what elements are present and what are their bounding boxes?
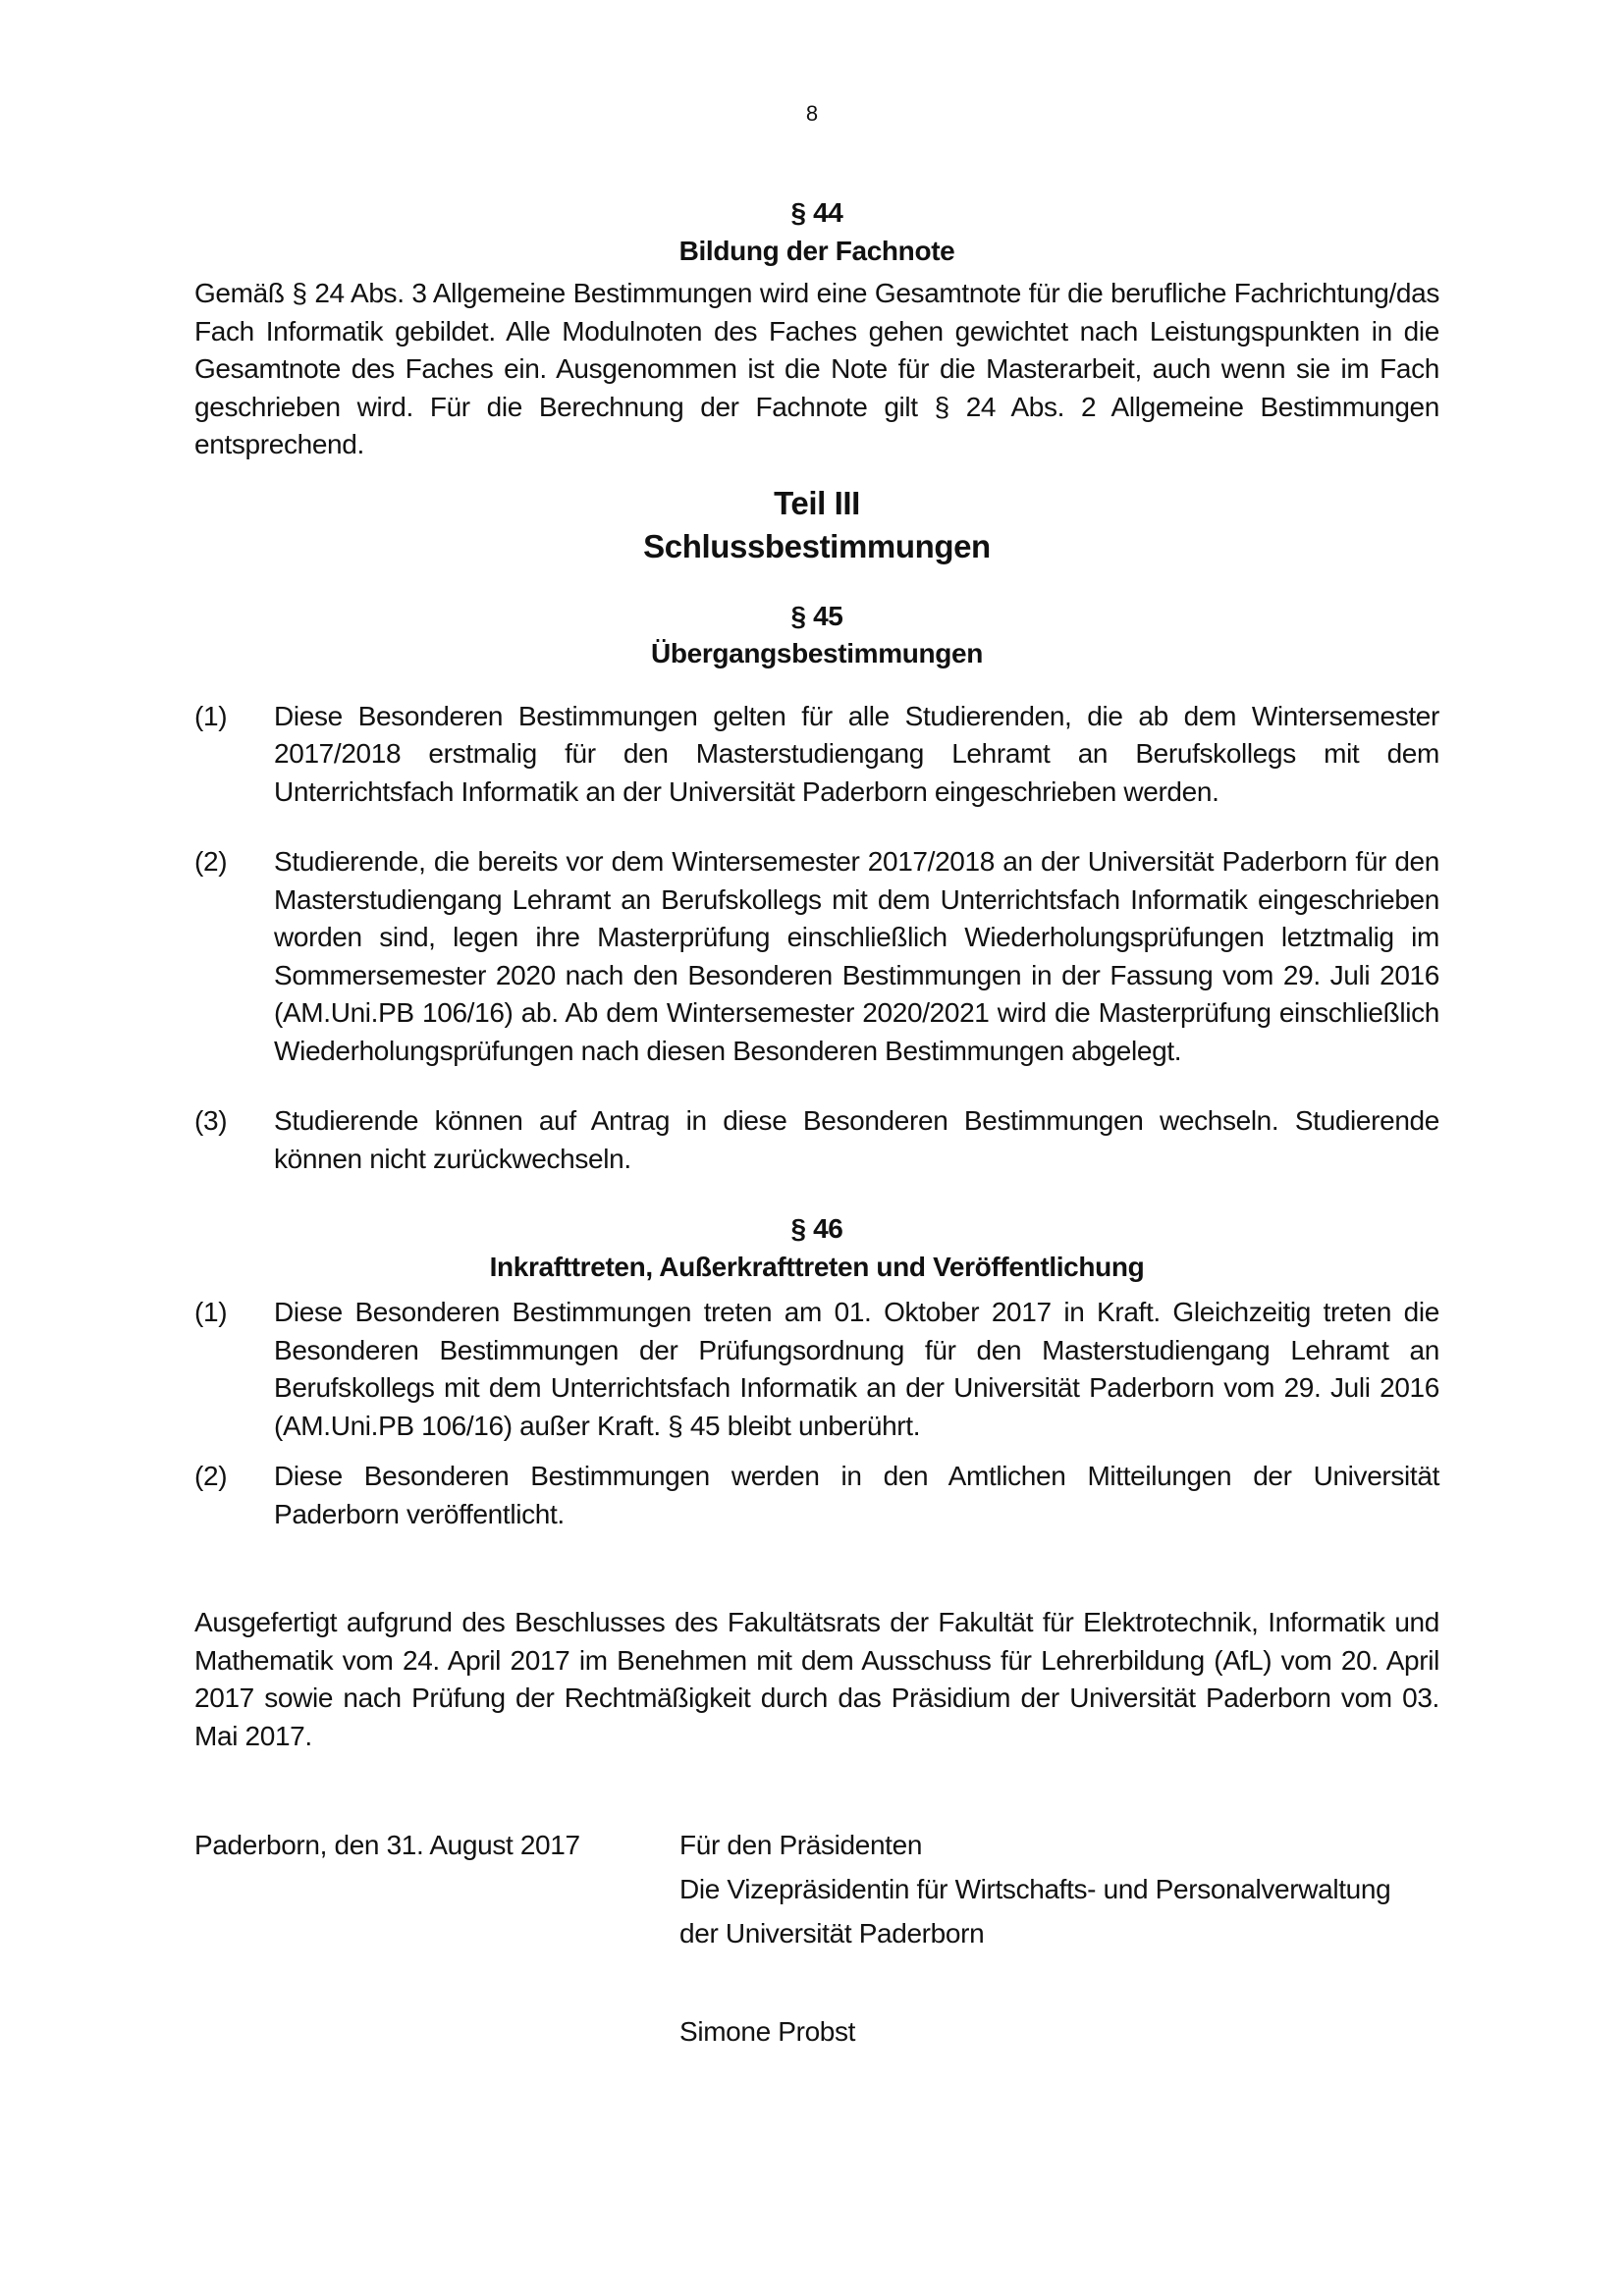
section-45-item	[194, 843, 1439, 1070]
section-45-title: Übergangsbestimmungen	[650, 638, 984, 668]
signatory-line-1: Für den Präsidenten	[679, 1830, 923, 1860]
section-45-number: § 45	[790, 600, 843, 631]
section-45-item	[194, 1102, 1439, 1178]
signatory-line-2: Die Vizepräsidentin für Wirtschafts- und Personalverwaltung	[679, 1874, 1391, 1904]
section-45-heading	[194, 598, 1439, 673]
signature-block	[194, 1823, 1439, 2054]
document-body	[194, 194, 1439, 2054]
closing-paragraph: Ausgefertigt aufgrund des Beschlusses des Fakultätsrats der Fakultät für Elektrotechnik, Informatik und Mathematik vom 24. April 2017 im Benehmen mit dem Ausschuss für Lehrerbildung (AfL) vom 20. April 2017 sowie nach Prüfung der Rechtmäßigkeit durch das Präsidium der Universität Paderborn vom 03. Mai 2017.	[194, 1607, 1439, 1751]
section-45-item	[194, 698, 1439, 812]
item-text: Diese Besonderen Bestimmungen werden in den Amtlichen Mitteilungen der Universität Paderborn veröffentlicht.	[274, 1461, 1439, 1529]
section-46-title: Inkrafttreten, Außerkrafttreten und Veröffentlichung	[489, 1251, 1145, 1282]
item-number: (2)	[194, 846, 228, 877]
section-46-heading	[194, 1210, 1439, 1286]
item-number: (2)	[194, 1461, 228, 1491]
part-3-number: Teil III	[774, 484, 860, 521]
signatory-line-3: der Universität Paderborn	[679, 1918, 985, 1949]
place-date: Paderborn, den 31. August 2017	[194, 1830, 580, 1860]
section-44-paragraph: Gemäß § 24 Abs. 3 Allgemeine Bestimmungen wird eine Gesamtnote für die berufliche Fachrichtung/das Fach Informatik gebildet. Alle Modulnoten des Faches gehen gewichtet nach Leistungspunkten in die Gesamtnote des Faches ein. Ausgenommen ist die Note für die Masterarbeit, auch wenn sie im Fach geschrieben wird. Für die Berechnung der Fachnote gilt § 24 Abs. 2 Allgemeine Bestimmungen entsprechend.	[194, 278, 1439, 459]
item-text: Diese Besonderen Bestimmungen gelten für alle Studierenden, die ab dem Wintersemester 2017/2018 erstmalig für den Masterstudiengang Lehramt an Berufskollegs mit dem Unterrichtsfach Informatik an der Universität Paderborn eingeschrieben werden.	[274, 700, 1439, 807]
section-44-title: Bildung der Fachnote	[678, 235, 955, 266]
item-text: Studierende, die bereits vor dem Wintersemester 2017/2018 an der Universität Paderborn für den Masterstudiengang Lehramt an Berufskollegs mit dem Unterrichtsfach Informatik eingeschrieben worden sind, legen ihre Masterprüfung einschließlich Wiederholungsprüfungen letztmalig im Sommersemester 2020 nach den Besonderen Bestimmungen in der Fassung vom 29. Juli 2016 (AM.Uni.PB 106/16) ab. Ab dem Wintersemester 2020/2021 wird die Masterprüfung einschließlich Wiederholungsprüfungen nach diesen Besonderen Bestimmungen abgelegt.	[274, 846, 1439, 1066]
section-46-item	[194, 1294, 1439, 1445]
item-number: (3)	[194, 1105, 228, 1136]
page-number: 8	[805, 101, 819, 126]
signatory-name: Simone Probst	[679, 2016, 856, 2047]
part-3-title: Schlussbestimmungen	[643, 527, 991, 564]
section-46-number: § 46	[790, 1213, 843, 1244]
item-text: Studierende können auf Antrag in diese Besonderen Bestimmungen wechseln. Studierende können nicht zurückwechseln.	[274, 1105, 1439, 1174]
section-46-item	[194, 1458, 1439, 1533]
item-number: (1)	[194, 1297, 228, 1327]
part-3-heading	[194, 482, 1439, 568]
signatory	[679, 1823, 1390, 2054]
item-number: (1)	[194, 700, 228, 731]
item-text: Diese Besonderen Bestimmungen treten am 01. Oktober 2017 in Kraft. Gleichzeitig treten die Besonderen Bestimmungen der Prüfungsordnung für den Masterstudiengang Lehramt an Berufskollegs mit dem Unterrichtsfach Informatik an der Universität Paderborn vom 29. Juli 2016 (AM.Uni.PB 106/16) außer Kraft. § 45 bleibt unberührt.	[274, 1297, 1439, 1441]
section-44-number: § 44	[790, 197, 843, 228]
section-44-heading	[194, 194, 1439, 270]
